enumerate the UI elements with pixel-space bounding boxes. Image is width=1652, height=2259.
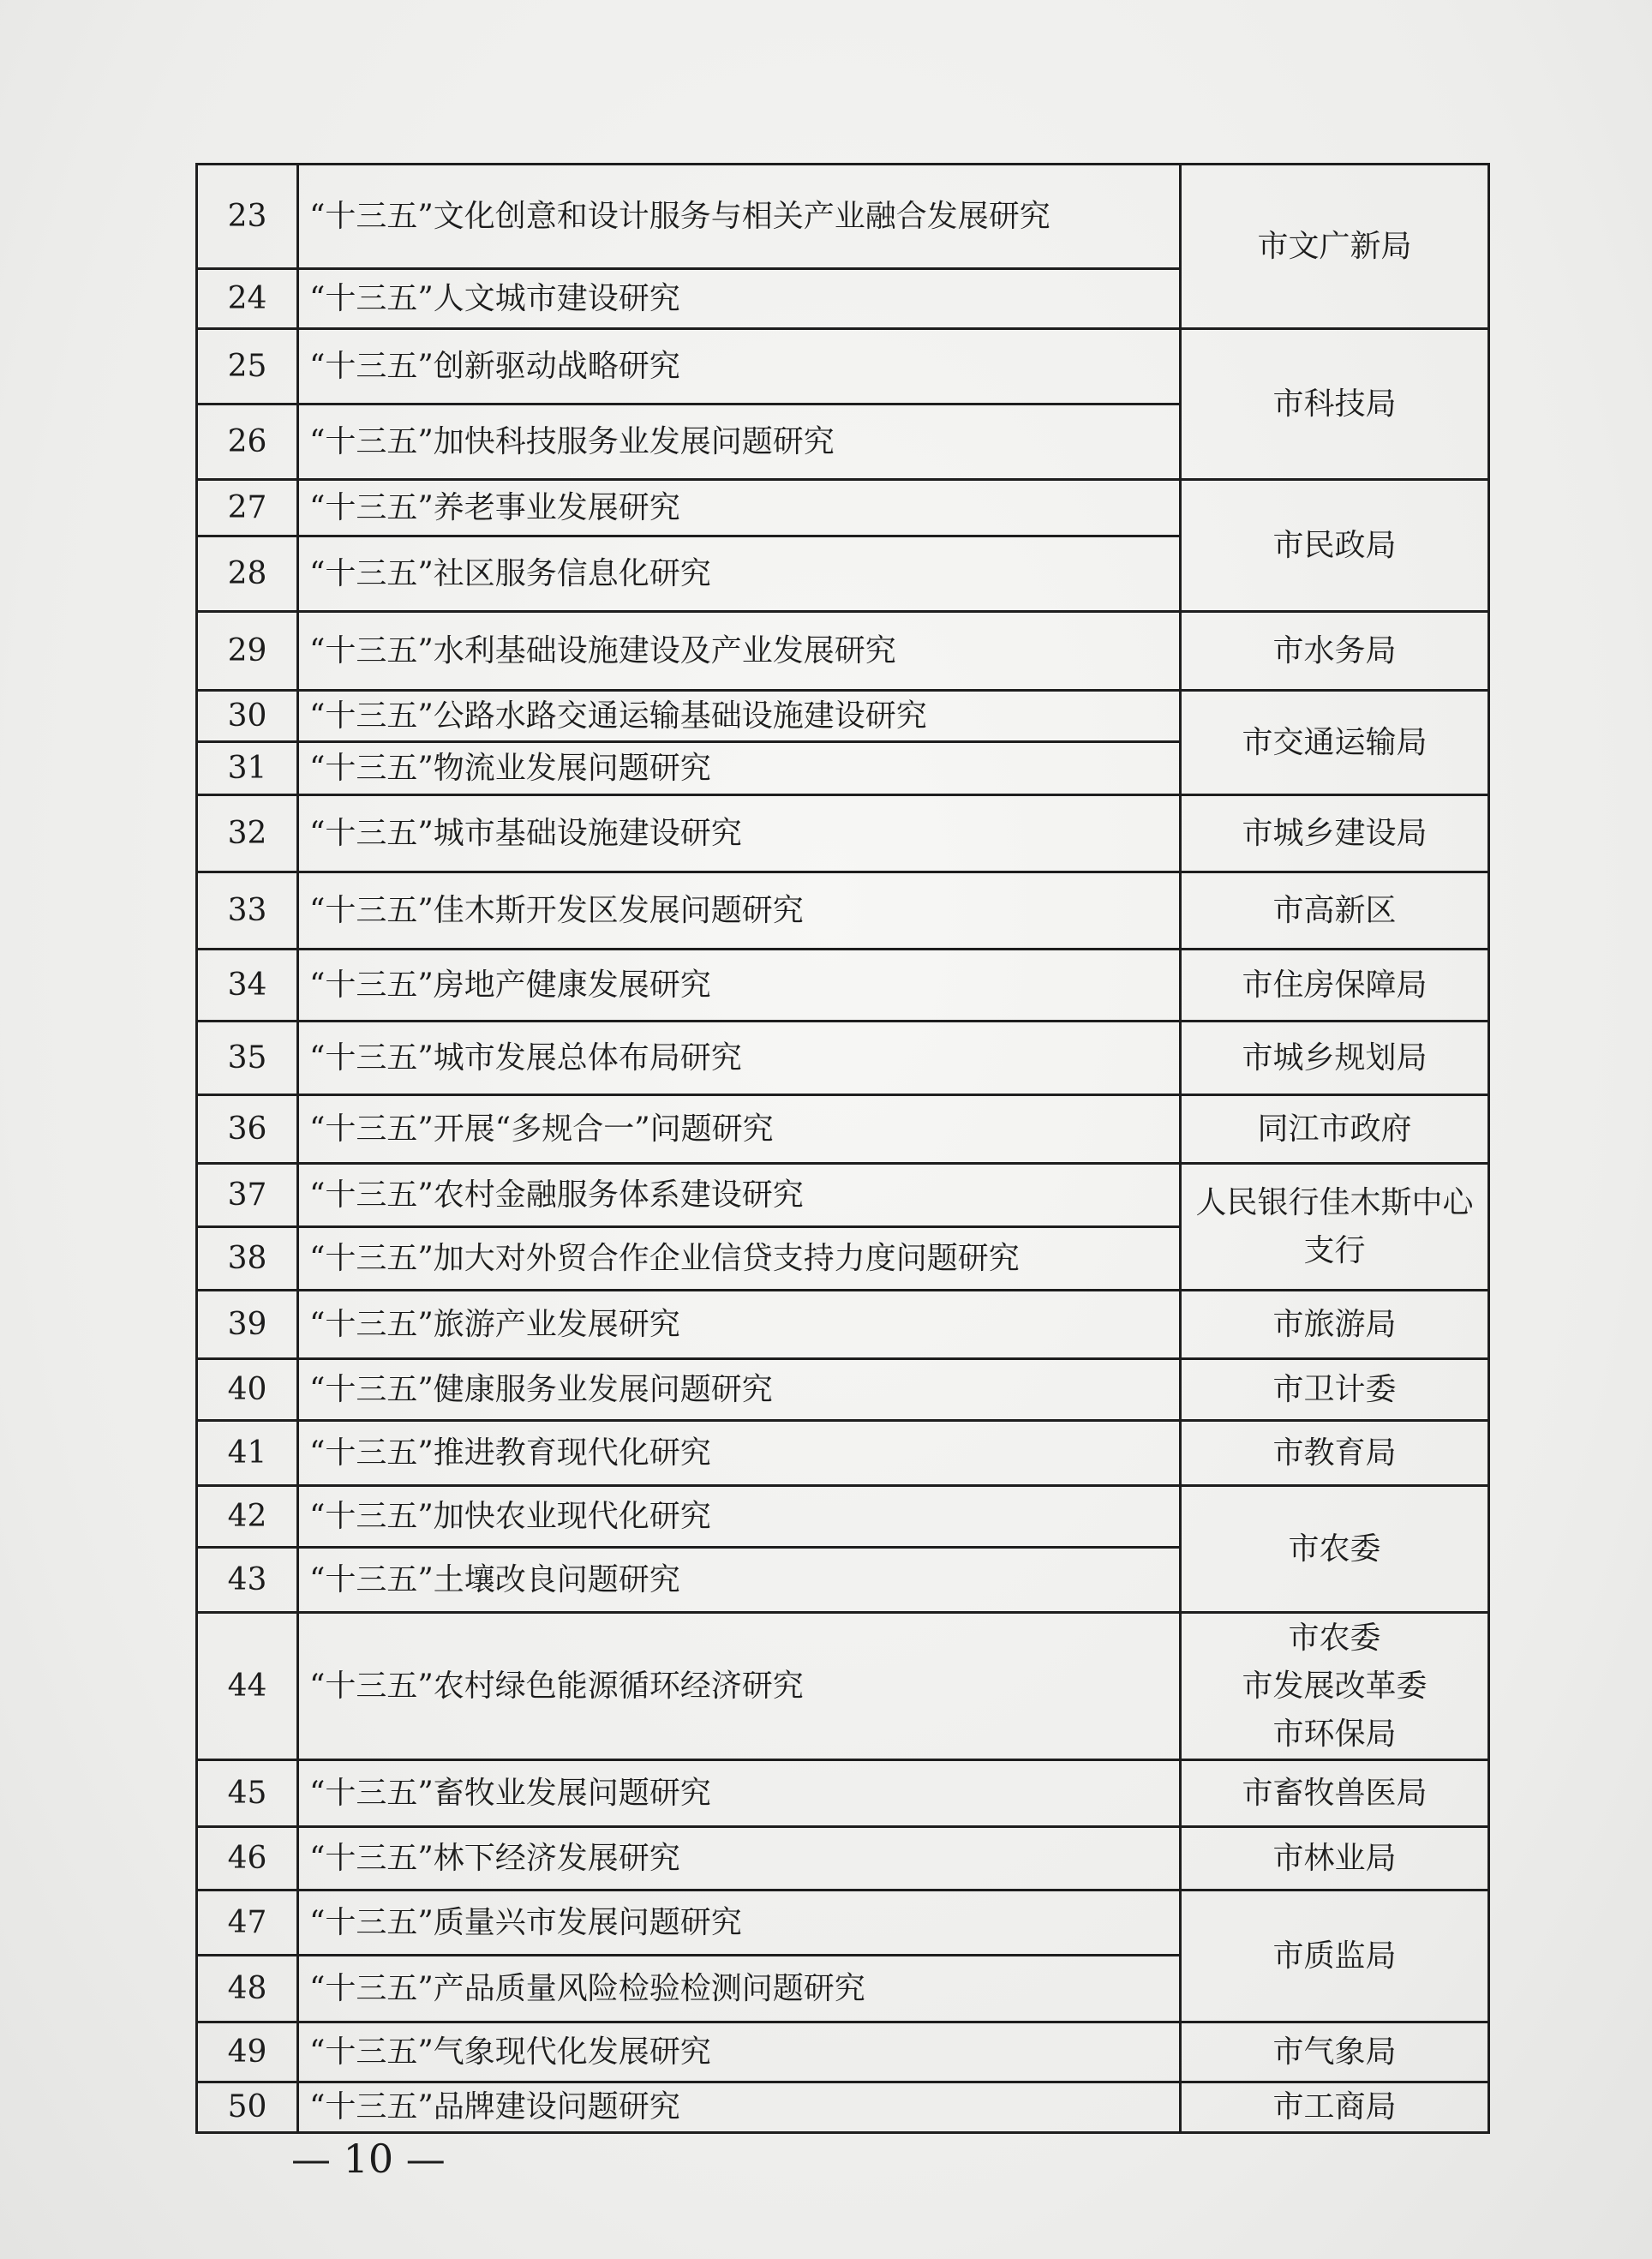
table-row [197, 1291, 1489, 1359]
row-number: 28 [197, 536, 298, 612]
table-row [197, 1359, 1489, 1421]
topic-title: “十三五”养老事业发展研究 [298, 480, 1181, 536]
row-number: 32 [197, 795, 298, 872]
table-row [197, 691, 1489, 742]
row-number: 26 [197, 404, 298, 480]
row-number: 45 [197, 1760, 298, 1827]
table-row [197, 2082, 1489, 2133]
table-row [197, 612, 1489, 691]
topic-title: “十三五”农村绿色能源循环经济研究 [298, 1613, 1181, 1760]
row-number: 34 [197, 950, 298, 1022]
table-row [197, 165, 1489, 269]
row-number: 31 [197, 742, 298, 795]
table-row [197, 795, 1489, 872]
topic-title: “十三五”开展“多规合一”问题研究 [298, 1095, 1181, 1164]
topic-title: “十三五”公路水路交通运输基础设施建设研究 [298, 691, 1181, 742]
responsible-dept: 市旅游局 [1181, 1291, 1489, 1359]
row-number: 49 [197, 2022, 298, 2082]
topic-title: “十三五”农村金融服务体系建设研究 [298, 1164, 1181, 1227]
row-number: 43 [197, 1548, 298, 1613]
responsible-dept: 市民政局 [1181, 480, 1489, 612]
research-topic-table [195, 163, 1490, 2134]
table-row [197, 2022, 1489, 2082]
row-number: 37 [197, 1164, 298, 1227]
row-number: 47 [197, 1890, 298, 1956]
topic-title: “十三五”旅游产业发展研究 [298, 1291, 1181, 1359]
table-row [197, 872, 1489, 950]
table-row [197, 1022, 1489, 1095]
responsible-dept: 市畜牧兽医局 [1181, 1760, 1489, 1827]
topic-title: “十三五”物流业发展问题研究 [298, 742, 1181, 795]
topic-title: “十三五”健康服务业发展问题研究 [298, 1359, 1181, 1421]
responsible-dept: 市教育局 [1181, 1421, 1489, 1486]
responsible-dept: 市农委 [1288, 1620, 1381, 1656]
topic-title: “十三五”林下经济发展研究 [298, 1827, 1181, 1890]
table-row [197, 1095, 1489, 1164]
row-number: 44 [197, 1613, 298, 1760]
responsible-dept: 市城乡规划局 [1181, 1022, 1489, 1095]
topic-title: “十三五”城市发展总体布局研究 [298, 1022, 1181, 1095]
topic-title: “十三五”土壤改良问题研究 [298, 1548, 1181, 1613]
row-number: 30 [197, 691, 298, 742]
topic-title: “十三五”社区服务信息化研究 [298, 536, 1181, 612]
topic-title: “十三五”人文城市建设研究 [298, 269, 1181, 329]
row-number: 29 [197, 612, 298, 691]
topic-title: “十三五”品牌建设问题研究 [298, 2082, 1181, 2133]
table-row [197, 1421, 1489, 1486]
table-row [197, 1486, 1489, 1548]
table-row [197, 329, 1489, 404]
topic-title: “十三五”加大对外贸合作企业信贷支持力度问题研究 [298, 1227, 1181, 1291]
responsible-dept: 市水务局 [1181, 612, 1489, 691]
topic-title: “十三五”创新驱动战略研究 [298, 329, 1181, 404]
table-row [197, 1827, 1489, 1890]
topic-title: “十三五”气象现代化发展研究 [298, 2022, 1181, 2082]
topic-title: “十三五”推进教育现代化研究 [298, 1421, 1181, 1486]
responsible-dept: 市林业局 [1181, 1827, 1489, 1890]
responsible-dept: 市气象局 [1181, 2022, 1489, 2082]
row-number: 36 [197, 1095, 298, 1164]
topic-title: “十三五”文化创意和设计服务与相关产业融合发展研究 [298, 165, 1181, 269]
topic-title: “十三五”加快科技服务业发展问题研究 [298, 404, 1181, 480]
topic-title: “十三五”水利基础设施建设及产业发展研究 [298, 612, 1181, 691]
responsible-dept: 市质监局 [1181, 1890, 1489, 2022]
table-row [197, 1890, 1489, 1956]
row-number: 24 [197, 269, 298, 329]
responsible-dept: 人民银行佳木斯中心支行 [1181, 1164, 1489, 1291]
row-number: 41 [197, 1421, 298, 1486]
responsible-dept: 市交通运输局 [1181, 691, 1489, 795]
topic-title: “十三五”加快农业现代化研究 [298, 1486, 1181, 1548]
responsible-dept: 市环保局 [1272, 1716, 1397, 1752]
row-number: 25 [197, 329, 298, 404]
responsible-dept: 市高新区 [1181, 872, 1489, 950]
table-row [197, 950, 1489, 1022]
table-row [197, 480, 1489, 536]
topic-title: “十三五”房地产健康发展研究 [298, 950, 1181, 1022]
row-number: 50 [197, 2082, 298, 2133]
row-number: 23 [197, 165, 298, 269]
row-number: 46 [197, 1827, 298, 1890]
responsible-dept: 市发展改革委 [1242, 1668, 1428, 1704]
table-row [197, 1760, 1489, 1827]
responsible-dept-multi [1181, 1613, 1489, 1760]
row-number: 48 [197, 1956, 298, 2022]
page-number: — 10 — [291, 2136, 446, 2182]
responsible-dept: 市文广新局 [1181, 165, 1489, 329]
row-number: 38 [197, 1227, 298, 1291]
topic-title: “十三五”畜牧业发展问题研究 [298, 1760, 1181, 1827]
table-row [197, 1164, 1489, 1227]
responsible-dept: 同江市政府 [1181, 1095, 1489, 1164]
responsible-dept: 市工商局 [1181, 2082, 1489, 2133]
row-number: 33 [197, 872, 298, 950]
table-row [197, 1613, 1489, 1760]
row-number: 39 [197, 1291, 298, 1359]
topic-title: “十三五”产品质量风险检验检测问题研究 [298, 1956, 1181, 2022]
topic-title: “十三五”质量兴市发展问题研究 [298, 1890, 1181, 1956]
row-number: 42 [197, 1486, 298, 1548]
responsible-dept: 市科技局 [1181, 329, 1489, 480]
row-number: 35 [197, 1022, 298, 1095]
responsible-dept: 市农委 [1181, 1486, 1489, 1613]
topic-title: “十三五”佳木斯开发区发展问题研究 [298, 872, 1181, 950]
row-number: 27 [197, 480, 298, 536]
responsible-dept: 市卫计委 [1181, 1359, 1489, 1421]
responsible-dept: 市城乡建设局 [1181, 795, 1489, 872]
topic-title: “十三五”城市基础设施建设研究 [298, 795, 1181, 872]
row-number: 40 [197, 1359, 298, 1421]
responsible-dept: 市住房保障局 [1181, 950, 1489, 1022]
